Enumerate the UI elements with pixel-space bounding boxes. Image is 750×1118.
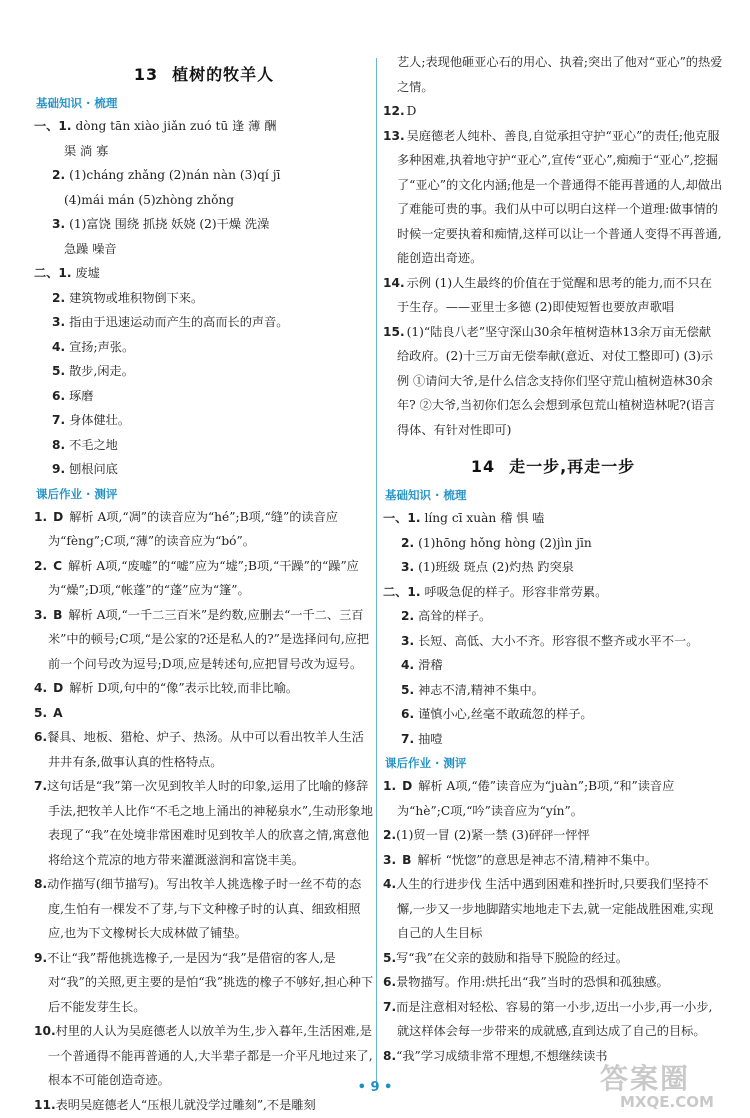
item-number: 7. (383, 999, 397, 1014)
chapter-number: 14 (470, 457, 496, 476)
section-basic-knowledge: 基础知识 · 梳理 (385, 488, 467, 502)
item-number: 4. (52, 339, 66, 354)
section-homework: 课后作业 · 测评 (385, 756, 467, 770)
basic-knowledge-list (34, 114, 374, 482)
chapter-14-title (383, 454, 723, 477)
explanation-text: (1)贸一冒 (2)紧一禁 (3)砰砰一怦怦 (396, 828, 590, 842)
question-answer (383, 970, 723, 995)
answer-text: 指由于迅速运动而产生的高而长的声音。 (69, 315, 289, 329)
question-answer (34, 554, 374, 603)
answer-text: 谨慎小心,丝毫不敢疏忽的样子。 (418, 707, 593, 721)
item-number: 10. (34, 1024, 56, 1038)
question-answer (34, 774, 374, 872)
question-answer (383, 124, 723, 271)
choice-answer: C (53, 558, 63, 573)
answer-line (383, 531, 723, 556)
explanation-text: 表明吴庭德老人“压根儿就没学过雕刻”,不是雕刻 (55, 1097, 316, 1112)
right-column (383, 50, 723, 1068)
question-answer (34, 603, 374, 677)
item-number: 15. (383, 324, 405, 339)
answer-text: 身体健壮。 (69, 413, 131, 427)
section-homework: 课后作业 · 测评 (36, 486, 118, 501)
chapter-name: 植树的牧羊人 (172, 65, 275, 84)
question-answer (383, 320, 723, 443)
choice-answer: D (402, 779, 413, 793)
answer-line (34, 188, 374, 213)
question-answer (34, 505, 374, 554)
answer-text: (1)富饶 围绕 抓挠 妖娆 (2)干燥 洗澡 (69, 217, 270, 231)
item-number: 8. (383, 1048, 397, 1063)
explanation-text: 景物描写。作用:烘托出“我”当时的恐惧和孤独感。 (396, 975, 669, 989)
item-number: 2. (34, 558, 48, 573)
question-answer (383, 995, 723, 1044)
item-number: 5. (401, 682, 415, 697)
answer-line (34, 286, 374, 311)
answer-text: líng cī xuàn 稽 惧 嗑 (424, 511, 545, 525)
answer-line (383, 653, 723, 678)
item-number: 5. (52, 364, 66, 378)
explanation-text: 这句话是“我”第一次见到牧羊人时的印象,运用了比喻的修辞手法,把牧羊人比作“不毛之地上涌出的神秘泉水”,生动形象地表现了“我”在处境非常困难时见到牧羊人的欣喜之情,寓意他将给这个荒凉的地方带来灌溉滋润和富饶丰美。 (47, 779, 373, 867)
answer-text: 高耸的样子。 (418, 609, 492, 623)
answer-text: 示例 (1)人生最终的价值在于觉醒和思考的能力,而不只在于生存。——亚里士多德 (2)即使短暂也要放声歌唱 (397, 275, 712, 314)
item-number: 6. (383, 975, 397, 989)
answer-line (34, 457, 374, 482)
item-number: 7. (401, 731, 415, 746)
item-number: 9. (52, 462, 66, 476)
item-number: 4. (34, 681, 48, 695)
item-number: 3. (34, 607, 48, 622)
item-number: 3. (52, 315, 66, 329)
choice-answer: D (53, 681, 64, 695)
answer-line (34, 359, 374, 384)
answer-line (383, 702, 723, 727)
question-answer (383, 823, 723, 848)
choice-answer: D (53, 509, 64, 524)
explanation-text: 解析 A项,“倦”读音应为“juàn”;B项,“和”读音应为“hè”;C项,“吟”读音应为“yín”。 (397, 779, 675, 818)
explanation-text: “我”学习成绩非常不理想,不想继续读书 (396, 1048, 608, 1063)
explanation-text: 动作描写(细节描写)。写出牧羊人挑选橡子时一丝不苟的态度,生怕有一棵发不了芽,与下文种橡子时的认真、细致相照应,也为下文橡树长大成林做了铺垫。 (47, 877, 362, 940)
answer-text: 建筑物或堆积物倒下来。 (69, 290, 204, 305)
answer-line (34, 114, 374, 139)
question-answer (383, 99, 723, 124)
answer-text: (1)hōng hǒng hòng (2)jìn jīn (418, 535, 592, 550)
answer-text: 吴庭德老人纯朴、善良,自觉承担守护“亚心”的责任;他克服多种困难,执着地守护“亚心”,宣传“亚心”,痴痴于“亚心”,挖掘了“亚心”的文化内涵;他是一个普通得不能再普通的人,却做出了难能可贵的事。我们从中可以明白这样一个道理:做事情的时候一定要执着和痴情,这样可以让一个普通人变得不再普通,能创造出奇迹。 (397, 128, 723, 265)
explanation-text: 写“我”在父亲的鼓励和指导下脱险的经过。 (396, 950, 628, 965)
continued-answer: 艺人;表现他砸亚心石的用心、执着;突出了他对“亚心”的热爱之情。 (397, 55, 723, 94)
answer-line (383, 727, 723, 752)
answer-text: (1)“陆良八老”坚守深山30余年植树造林13余万亩无偿献给政府。(2)十三万亩无偿奉献(意近、对仗工整即可) (3)示例 ①请问大爷,是什么信念支持你们坚守荒山植树造林30余年? ②大爷,当初你们怎么会想到承包荒山植树造林呢?(语言得体、有针对性即可) (397, 324, 716, 437)
answer-list (383, 99, 723, 442)
item-number: 6. (52, 388, 66, 403)
item-number: 12. (383, 104, 405, 118)
explanation-text: 解析 “恍惚”的意思是神志不清,精神不集中。 (417, 852, 658, 867)
homework-list (383, 774, 723, 1068)
explanation-text: 不让“我”帮他挑选橡子,一是因为“我”是借宿的客人,是对“我”的关照,更主要的是怕“我”挑选的橡子不够好,担心种下后不能发芽生长。 (47, 950, 374, 1014)
question-answer (383, 848, 723, 873)
item-number: 13. (383, 128, 405, 143)
answer-text: 刨根问底 (69, 462, 118, 476)
question-answer (383, 271, 723, 320)
answer-line (34, 163, 374, 188)
answer-line (383, 555, 723, 580)
answer-text: 散步,闲走。 (69, 364, 134, 378)
question-answer (34, 946, 374, 1020)
answer-line (34, 139, 374, 164)
item-number: 2. (52, 168, 66, 182)
explanation-text: 解析 A项,“凋”的读音应为“hé”;B项,“缝”的读音应为“fèng”;C项,“薄”的读音应为“bó”。 (48, 509, 338, 548)
page-number: • 9 • (357, 1080, 393, 1095)
item-number: 7. (34, 779, 48, 793)
item-number: 6. (401, 707, 415, 721)
answer-line (383, 629, 723, 654)
answer-text: 宣扬;声张。 (69, 339, 135, 354)
question-answer (34, 676, 374, 701)
section-basic-knowledge: 基础知识 · 梳理 (36, 96, 118, 110)
item-number: 二、1. (383, 584, 421, 599)
top-edge (200, 4, 550, 16)
choice-answer: B (53, 607, 63, 622)
item-number: 3. (401, 633, 415, 648)
answer-line (34, 261, 374, 286)
left-column (34, 50, 374, 1117)
answer-text: 渠 淌 寡 (64, 143, 109, 158)
chapter-number: 13 (133, 65, 159, 84)
explanation-text: 解析 D项,句中的“像”表示比较,而非比喻。 (69, 681, 299, 695)
answer-text: 长短、高低、大小不齐。形容很不整齐或水平不一。 (418, 633, 699, 648)
answer-line (34, 212, 374, 237)
question-answer (34, 701, 374, 726)
question-answer (34, 1093, 374, 1118)
item-number: 一、1. (34, 119, 72, 133)
item-number: 一、1. (383, 511, 421, 525)
answer-text: 琢磨 (69, 388, 94, 403)
item-number: 3. (383, 852, 397, 867)
choice-answer: A (53, 705, 63, 720)
item-number: 8. (34, 877, 48, 891)
item-number: 9. (34, 950, 48, 965)
item-number: 5. (383, 950, 397, 965)
answer-line (34, 433, 374, 458)
item-number: 1. (34, 509, 48, 524)
question-answer (34, 872, 374, 946)
explanation-text: 解析 A项,“废嘘”的“嘘”应为“墟”;B项,“干躁”的“躁”应为“燥”;D项,“帐蓬”的“蓬”应为“篷”。 (48, 558, 359, 597)
item-number: 3. (52, 217, 66, 231)
answer-line (383, 678, 723, 703)
answer-text: 呼吸急促的样子。形容非常劳累。 (424, 584, 608, 599)
explanation-text: 人生的行进步伐 生活中遇到困难和挫折时,只要我们坚持不懈,一步又一步地脚踏实地地走下去,就一定能战胜困难,实现自己的人生目标 (396, 877, 714, 940)
watermark-text: 答案圈 (600, 1062, 691, 1095)
item-number: 5. (34, 705, 48, 720)
item-number: 4. (401, 658, 415, 672)
chapter-name: 走一步,再走一步 (509, 457, 636, 476)
answer-line (34, 384, 374, 409)
answer-text: (1)cháng zhǎng (2)nán nàn (3)qí jī (69, 168, 281, 182)
item-number: 11. (34, 1097, 56, 1112)
answer-line (34, 237, 374, 262)
item-number: 6. (34, 730, 48, 744)
answer-text: 抽噎 (418, 731, 443, 746)
answer-line (34, 408, 374, 433)
item-number: 8. (52, 437, 66, 452)
question-answer (383, 946, 723, 971)
item-number: 1. (383, 779, 397, 793)
answer-line (383, 506, 723, 531)
item-number: 4. (383, 877, 397, 891)
item-number: 2. (401, 535, 415, 550)
choice-answer: B (402, 852, 412, 867)
item-number: 二、1. (34, 266, 72, 280)
answer-text: 滑稽 (418, 658, 443, 672)
explanation-text: 解析 A项,“一千二三百米”是约数,应删去“一千二、三百米”中的顿号;C项,“是公家的?还是私人的?”是选择问句,应把前一个问号改为逗号;D项,应是转述句,应把冒号改为逗号。 (48, 607, 370, 671)
answer-text: (1)班级 斑点 (2)灼热 趵突泉 (418, 560, 574, 574)
answer-text: 不毛之地 (69, 437, 118, 452)
item-number: 14. (383, 275, 405, 290)
basic-knowledge-list (383, 506, 723, 751)
item-number: 2. (52, 290, 66, 305)
question-answer (34, 725, 374, 774)
item-number: 3. (401, 560, 415, 574)
answer-text: 废墟 (75, 266, 100, 280)
answer-text: dòng tān xiào jiǎn zuó tū 逢 薄 酬 (75, 119, 277, 133)
answer-line (34, 335, 374, 360)
chapter-13-title (34, 62, 374, 85)
question-answer (383, 774, 723, 823)
answer-text: 神志不清,精神不集中。 (418, 682, 544, 697)
answer-line (383, 580, 723, 605)
item-number: 7. (52, 413, 66, 427)
explanation-text: 村里的人认为吴庭德老人以放羊为生,步入暮年,生活困难,是一个普通得不能再普通的人,大半辈子都是一介平凡地过来了,根本不可能创造奇迹。 (48, 1024, 373, 1087)
watermark-url: MXQE.COM (620, 1093, 714, 1111)
question-answer (383, 872, 723, 946)
watermark-logo (600, 1064, 740, 1112)
answer-text: (4)mái mán (5)zhòng zhǒng (64, 192, 235, 207)
answer-text: 急躁 噪音 (64, 241, 117, 256)
item-number: 2. (383, 828, 397, 842)
answer-line (34, 310, 374, 335)
item-number: 2. (401, 609, 415, 623)
explanation-text: 餐具、地板、猎枪、炉子、热汤。从中可以看出牧羊人生活井井有条,做事认真的性格特点。 (47, 730, 364, 769)
column-divider (376, 58, 377, 1088)
answer-line (383, 604, 723, 629)
answer-text: D (406, 104, 417, 118)
explanation-text: 而是注意相对轻松、容易的第一小步,迈出一小步,再一小步,就这样体会每一步带来的成就感,直到达成了自己的目标。 (396, 999, 713, 1038)
homework-list (34, 505, 374, 1118)
